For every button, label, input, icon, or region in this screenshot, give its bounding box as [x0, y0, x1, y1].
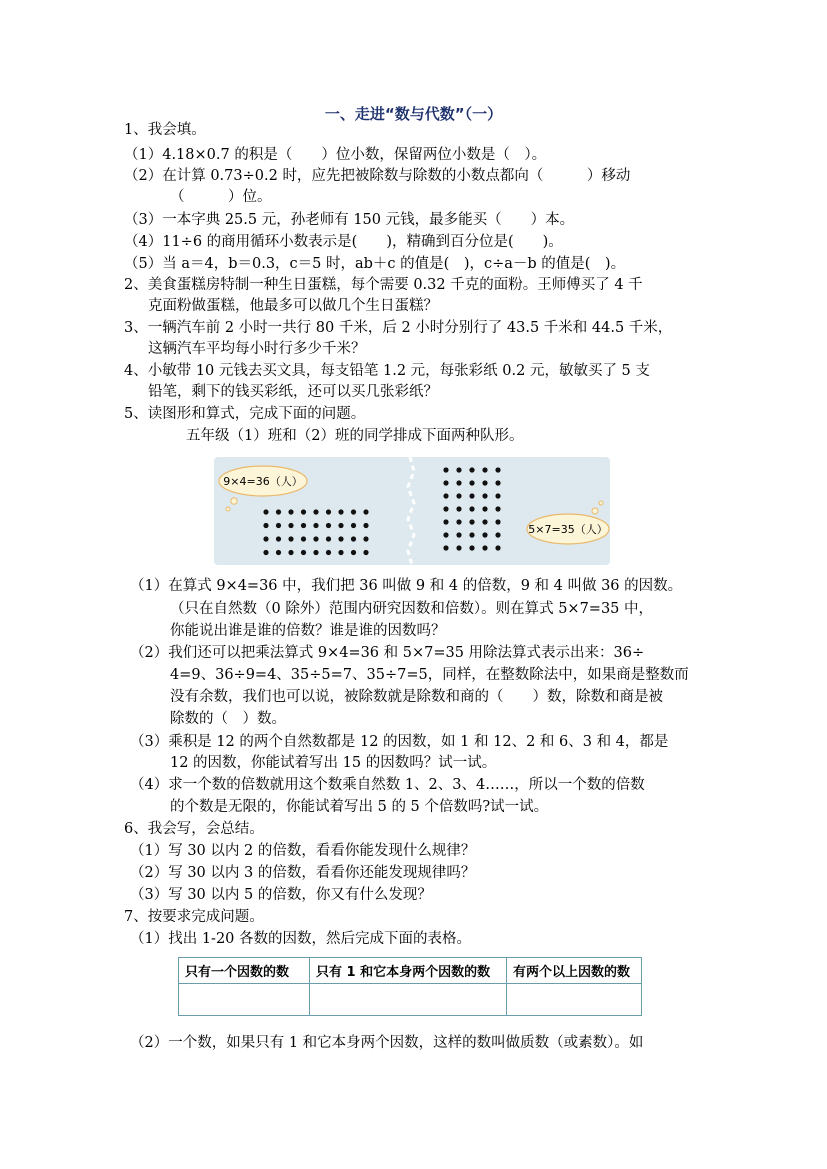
section-5-heading: 5、读图形和算式，完成下面的问题。 — [124, 406, 366, 422]
section-5-part-3-line-2: 12 的因数，你能试着写出 15 的因数吗？试一试。 — [170, 755, 497, 771]
student-dot — [456, 506, 461, 511]
section-6-question-1: （1）写 30 以内 2 的倍数，看看你能发现什么规律？ — [130, 843, 476, 859]
section-5-part-2-line-3: 没有余数，我们也可以说，被除数就是除数和商的（ ）数，除数和商是被 — [170, 689, 663, 705]
student-dot — [495, 493, 500, 498]
student-dot — [288, 523, 293, 528]
table-header-one-factor: 只有一个因数的数 — [179, 958, 310, 984]
table-header-more-factors: 有两个以上因数的数 — [507, 958, 642, 984]
student-dot — [276, 509, 281, 514]
student-dot — [338, 509, 343, 514]
section-5-part-1-line-2: （只在自然数（0 除外）范围内研究因数和倍数）。则在算式 5×7=35 中， — [170, 601, 654, 617]
student-dot — [469, 545, 474, 550]
student-dot — [351, 536, 356, 541]
student-dot — [456, 467, 461, 472]
section-5-part-2-line-2: 4=9、36÷9=4、35÷5=7、35÷7=5，同样，在整数除法中，如果商是整数而 — [170, 667, 689, 683]
section-3-line-2: 这辆汽车平均每小时行多少千米？ — [148, 341, 366, 357]
student-dot — [363, 536, 368, 541]
section-4-line-2: 铅笔，剩下的钱买彩纸，还可以买几张彩纸？ — [148, 384, 438, 400]
student-dot — [263, 523, 268, 528]
student-dot — [456, 519, 461, 524]
section-6-heading: 6、我会写，会总结。 — [124, 821, 264, 837]
student-dot — [495, 532, 500, 537]
table-cell-one-factor[interactable] — [179, 984, 310, 1016]
student-dot — [482, 467, 487, 472]
student-dot — [482, 506, 487, 511]
student-dot — [443, 480, 448, 485]
student-dot — [495, 480, 500, 485]
student-dot — [288, 550, 293, 555]
section-5-part-3-line-1: （3）乘积是 12 的两个自然数都是 12 的因数，如 1 和 12、2 和 6、3 和 4，都是 — [130, 734, 669, 750]
student-dot — [351, 523, 356, 528]
section-2-line-1: 2、美食蛋糕房特制一种生日蛋糕，每个需要 0.32 千克的面粉。王师傅买了 4 千 — [124, 277, 643, 293]
section-5-part-2-line-4: 除数的（ ）数。 — [170, 711, 286, 727]
formation-figure — [214, 457, 610, 565]
student-dot — [326, 536, 331, 541]
student-dot — [338, 550, 343, 555]
table-cell-two-factors[interactable] — [310, 984, 507, 1016]
student-dot — [313, 536, 318, 541]
section-7-question-2: （2）一个数，如果只有 1 和它本身两个因数，这样的数叫做质数（或素数）。如 — [130, 1035, 644, 1051]
student-dot — [495, 545, 500, 550]
student-dot — [469, 506, 474, 511]
section-1-question-1: （1）4.18×0.7 的积是（ ）位小数，保留两位小数是（ ）。 — [124, 147, 547, 163]
student-dot — [363, 509, 368, 514]
section-7-heading: 7、按要求完成问题。 — [124, 909, 264, 925]
student-dot — [482, 493, 487, 498]
left-formation-dots — [263, 509, 368, 555]
student-dot — [469, 532, 474, 537]
student-dot — [263, 509, 268, 514]
student-dot — [495, 519, 500, 524]
section-1-question-5: （5）当 a＝4，b＝0.3，c＝5 时，ab＋c 的值是( )，c÷a－b 的值是( )。 — [124, 256, 626, 272]
student-dot — [301, 536, 306, 541]
student-dot — [469, 519, 474, 524]
section-5-part-2-line-1: （2）我们还可以把乘法算式 9×4=36 和 5×7=35 用除法算式表示出来：36÷ — [130, 645, 645, 661]
section-5-part-1-line-3: 你能说出谁是谁的倍数？谁是谁的因数吗？ — [170, 623, 446, 639]
student-dot — [326, 550, 331, 555]
section-6-question-3: （3）写 30 以内 5 的倍数，你又有什么发现？ — [130, 887, 432, 903]
section-2-line-2: 克面粉做蛋糕，他最多可以做几个生日蛋糕？ — [148, 298, 438, 314]
page-title: 一、走进“数与代数”（一） — [324, 105, 503, 123]
student-dot — [313, 523, 318, 528]
student-dot — [456, 532, 461, 537]
student-dot — [288, 536, 293, 541]
student-dot — [338, 536, 343, 541]
left-equation-text: 9×4=36（人） — [223, 475, 303, 488]
student-dot — [469, 493, 474, 498]
student-dot — [288, 509, 293, 514]
student-dot — [351, 550, 356, 555]
student-dot — [443, 545, 448, 550]
student-dot — [456, 480, 461, 485]
section-5-part-4-line-2: 的个数是无限的，你能试着写出 5 的 5 个倍数吗?试一试。 — [170, 799, 549, 815]
student-dot — [482, 519, 487, 524]
section-7-question-1: （1）找出 1-20 各数的因数，然后完成下面的表格。 — [130, 931, 472, 947]
right-equation-text: 5×7=35（人） — [528, 523, 608, 536]
student-dot — [301, 550, 306, 555]
student-dot — [443, 506, 448, 511]
student-dot — [363, 550, 368, 555]
section-1-question-2-line-1: （2）在计算 0.73÷0.2 时，应先把被除数与除数的小数点都向（ ）移动 — [124, 168, 631, 184]
student-dot — [482, 545, 487, 550]
student-dot — [456, 493, 461, 498]
student-dot — [313, 509, 318, 514]
section-5-part-4-line-1: （4）求一个数的倍数就用这个数乘自然数 1、2、3、4……，所以一个数的倍数 — [130, 777, 645, 793]
student-dot — [338, 523, 343, 528]
student-dot — [363, 523, 368, 528]
student-dot — [301, 523, 306, 528]
student-dot — [495, 506, 500, 511]
section-4-line-1: 4、小敏带 10 元钱去买文具，每支铅笔 1.2 元，每张彩纸 0.2 元，敏敏买了 5 支 — [124, 363, 650, 379]
student-dot — [276, 550, 281, 555]
student-dot — [469, 467, 474, 472]
student-dot — [443, 519, 448, 524]
student-dot — [443, 493, 448, 498]
student-dot — [495, 467, 500, 472]
right-formation-dots — [443, 467, 500, 550]
student-dot — [456, 545, 461, 550]
table-cell-more-factors[interactable] — [507, 984, 642, 1016]
student-dot — [301, 509, 306, 514]
student-dot — [326, 523, 331, 528]
student-dot — [263, 550, 268, 555]
student-dot — [276, 523, 281, 528]
student-dot — [469, 480, 474, 485]
section-1-question-4: （4）11÷6 的商用循环小数表示是( )，精确到百分位是( )。 — [124, 234, 563, 250]
student-dot — [482, 532, 487, 537]
section-1-question-2-line-2: （ ）位。 — [170, 189, 272, 205]
factor-table — [178, 957, 642, 1016]
student-dot — [326, 509, 331, 514]
student-dot — [482, 480, 487, 485]
student-dot — [351, 509, 356, 514]
formation-illustration — [214, 457, 610, 565]
student-dot — [443, 467, 448, 472]
section-3-line-1: 3、一辆汽车前 2 小时一共行 80 千米，后 2 小时分别行了 43.5 千米和 44.5 千米， — [124, 320, 673, 336]
student-dot — [443, 532, 448, 537]
section-1-heading: 1、我会填。 — [124, 122, 206, 138]
table-header-two-factors: 只有 1 和它本身两个因数的数 — [310, 958, 507, 984]
student-dot — [263, 536, 268, 541]
section-6-question-2: （2）写 30 以内 3 的倍数，看看你还能发现规律吗？ — [130, 865, 476, 881]
section-5-intro: 五年级（1）班和（2）班的同学排成下面两种队形。 — [186, 428, 524, 444]
section-5-part-1-line-1: （1）在算式 9×4=36 中，我们把 36 叫做 9 和 4 的倍数，9 和 4 叫做 36 的因数。 — [130, 578, 683, 594]
student-dot — [313, 550, 318, 555]
section-1-question-3: （3）一本字典 25.5 元，孙老师有 150 元钱，最多能买（ ）本。 — [124, 212, 575, 228]
student-dot — [276, 536, 281, 541]
